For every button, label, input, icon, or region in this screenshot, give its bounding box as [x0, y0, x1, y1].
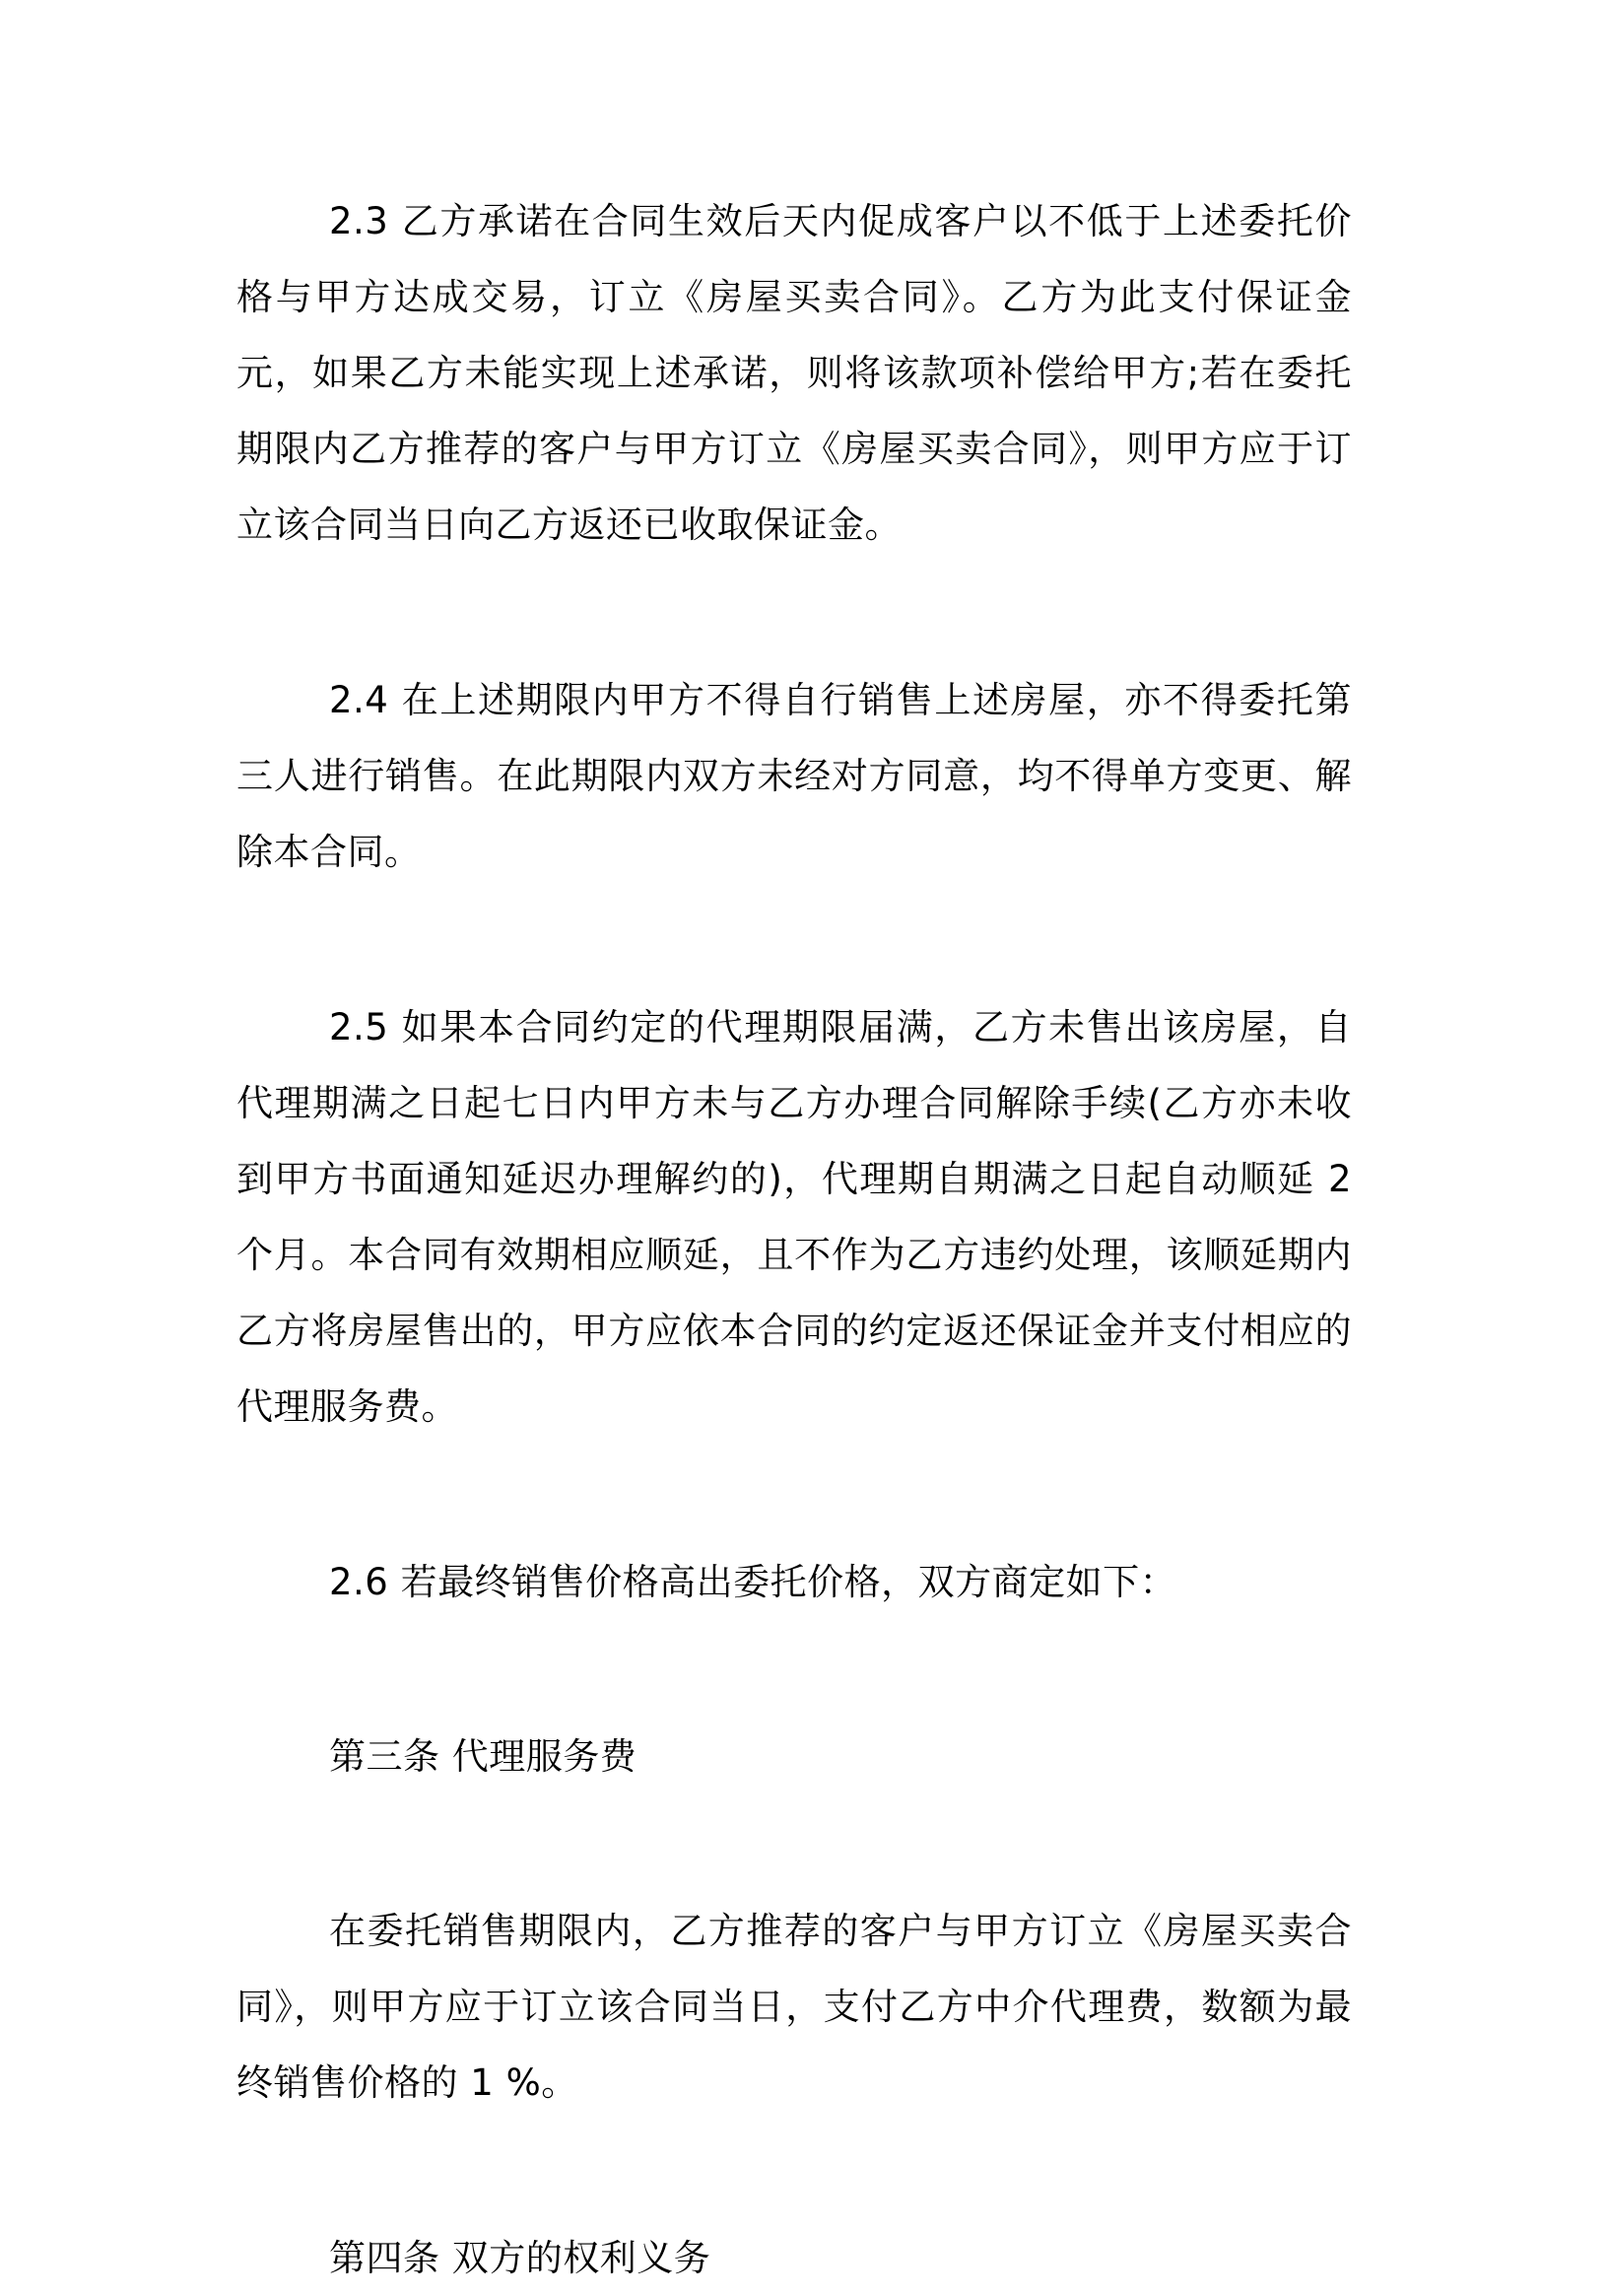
clause-2-6: 2.6 若最终销售价格高出委托价格，双方商定如下：: [329, 1561, 1177, 1603]
paragraph-gap: [236, 1620, 1352, 1719]
paragraph-gap: [236, 2121, 1352, 2220]
article-3-body: 在委托销售期限内，乙方推荐的客户与甲方订立《房屋买卖合同》，则甲方应于订立该合同当日，支付乙方中介代理费，数额为最终销售价格的 1 %。: [236, 1910, 1352, 2104]
document-body: [236, 183, 1352, 2296]
paragraph-gap: [236, 563, 1352, 662]
paragraph-gap: [236, 890, 1352, 989]
clause-2-3: 2.3 乙方承诺在合同生效后天内促成客户以不低于上述委托价格与甲方达成交易，订立《房屋买卖合同》。乙方为此支付保证金 元，如果乙方未能实现上述承诺，则将该款项补偿给甲方;若在委托期限内乙方推荐的客户与甲方订立《房屋买卖合同》，则甲方应于订立该合同当日向乙方返还已收取保证金。: [236, 200, 1352, 546]
article-3-heading: 第三条 代理服务费: [329, 1735, 637, 1778]
clause-2-4: 2.4 在上述期限内甲方不得自行销售上述房屋，亦不得委托第三人进行销售。在此期限内双方未经对方同意，均不得单方变更、解除本合同。: [236, 679, 1352, 873]
clause-2-5: 2.5 如果本合同约定的代理期限届满，乙方未售出该房屋，自代理期满之日起七日内甲方未与乙方办理合同解除手续(乙方亦未收到甲方书面通知延迟办理解约的)，代理期自期满之日起自动顺延 2 个月。本合同有效期相应顺延，且不作为乙方违约处理，该顺延期内乙方将房屋售出的，甲方应依本合同的约定返还保证金并支付相应的代理服务费。: [236, 1006, 1352, 1428]
article-4-heading: 第四条 双方的权利义务: [329, 2237, 711, 2279]
paragraph-gap: [236, 1794, 1352, 1893]
paragraph-gap: [236, 1445, 1352, 1544]
